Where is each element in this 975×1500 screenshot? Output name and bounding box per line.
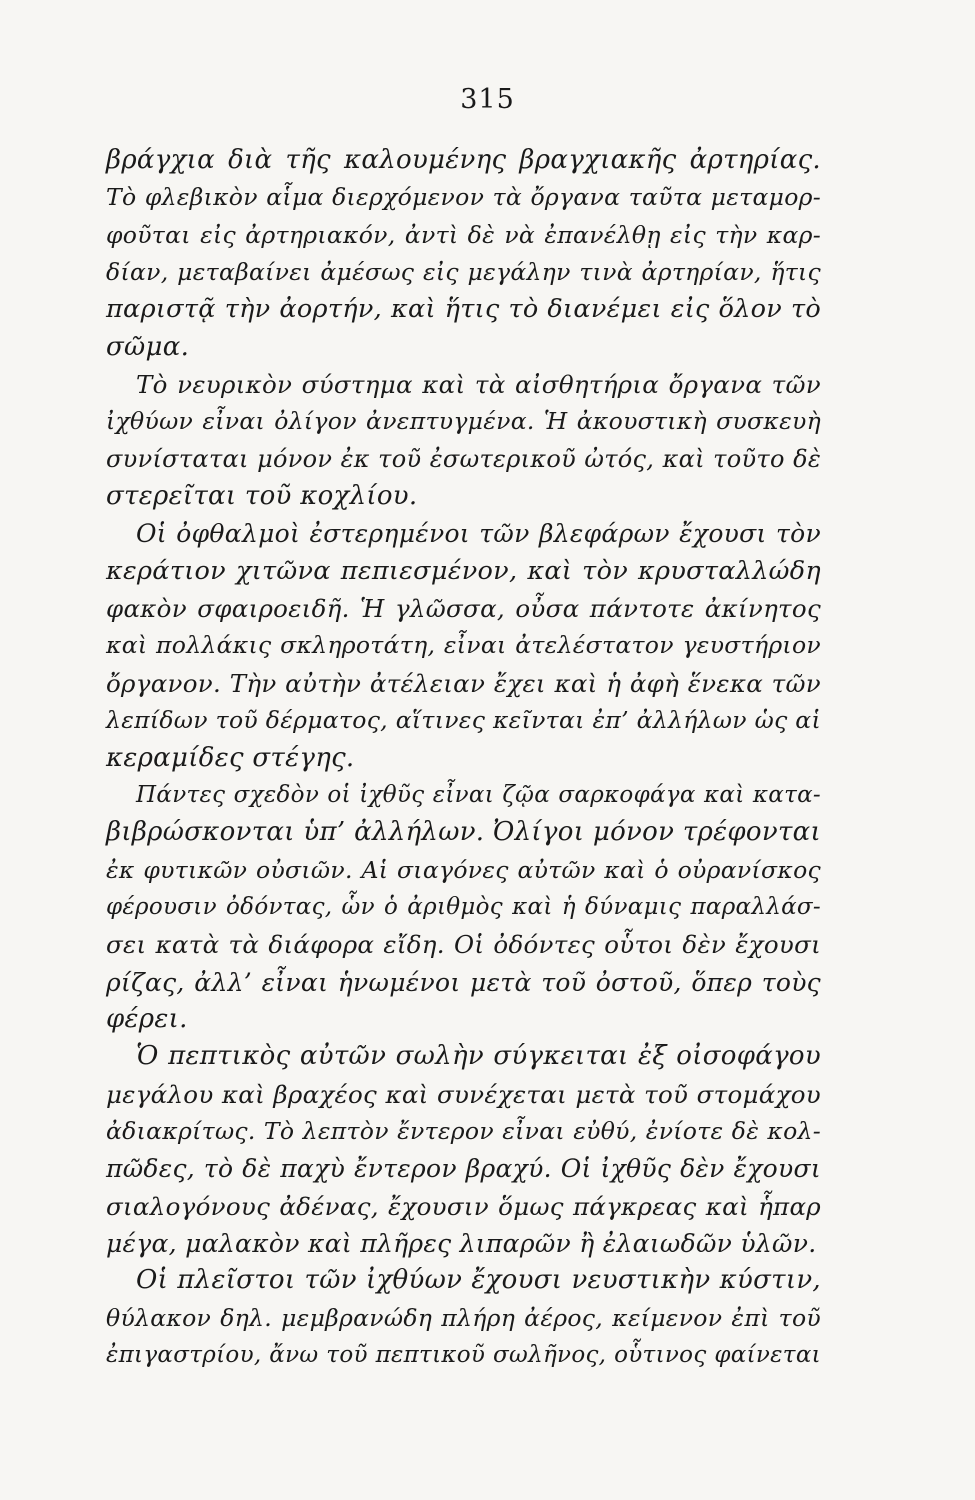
text-line: Οἱ πλεῖστοι τῶν ἰχθύων ἔχουσι νευστικὴν κύστιν,: [136, 1265, 821, 1296]
text-line: παριστᾷ τὴν ἀορτήν, καὶ ἥτις τὸ διανέμει εἰς ὅλον τὸ: [106, 294, 821, 325]
text-line: ρίζας, ἀλλ’ εἶναι ἡνωμένοι μετὰ τοῦ ὀστοῦ, ὅπερ τοὺς: [106, 967, 821, 997]
text-line: βράγχια διὰ τῆς καλουμένης βραγχιακῆς ἀρτηρίας.: [106, 145, 821, 175]
text-line: πῶδες, τὸ δὲ παχὺ ἔντερον βραχύ. Οἱ ἰχθῦς δὲν ἔχουσι: [106, 1154, 821, 1184]
body-text: [106, 142, 821, 1374]
page-number: 315: [460, 84, 515, 115]
text-line: κεραμίδες στέγης.: [106, 742, 355, 773]
text-line: σῶμα.: [106, 331, 190, 362]
text-line: Οἱ ὀφθαλμοὶ ἐστερημένοι τῶν βλεφάρων ἔχουσι τὸν: [136, 519, 821, 549]
text-line: ἰχθύων εἶναι ὀλίγον ἀνεπτυγμένα. Ἡ ἀκουστικὴ συσκευὴ: [106, 407, 821, 436]
text-line: ἀδιακρίτως. Τὸ λεπτὸν ἔντερον εἶναι εὐθύ, ἐνίοτε δὲ κολ-: [106, 1116, 821, 1145]
text-line: μέγα, μαλακὸν καὶ πλῆρες λιπαρῶν ἢ ἐλαιωδῶν ὑλῶν.: [106, 1228, 817, 1258]
text-line: φακὸν σφαιροειδῆ. Ἡ γλῶσσα, οὖσα πάντοτε ἀκίνητος: [106, 594, 821, 624]
text-line: ἐπιγαστρίου, ἄνω τοῦ πεπτικοῦ σωλῆνος, οὗτινος φαίνεται: [106, 1342, 821, 1368]
text-line: στερεῖται τοῦ κοχλίου.: [106, 481, 418, 512]
text-line: Τὸ φλεβικὸν αἷμα διερχόμενον τὰ ὄργανα ταῦτα μεταμορ-: [106, 183, 821, 212]
text-line: καὶ πολλάκις σκληροτάτη, εἶναι ἀτελέστατον γευστήριον: [106, 631, 821, 660]
text-line: κεράτιον χιτῶνα πεπιεσμένον, καὶ τὸν κρυσταλλώδη: [106, 555, 821, 586]
text-line: μεγάλου καὶ βραχέος καὶ συνέχεται μετὰ τοῦ στομάχου: [106, 1079, 821, 1109]
text-line: βιβρώσκονται ὑπ’ ἀλλήλων. Ὀλίγοι μόνον τρέφονται: [106, 817, 821, 848]
text-line: θύλακον δηλ. μεμβρανώδη πλήρη ἀέρος, κείμενον ἐπὶ τοῦ: [106, 1303, 821, 1332]
text-line: ὄργανον. Τὴν αὐτὴν ἀτέλειαν ἔχει καὶ ἡ ἀφὴ ἕνεκα τῶν: [106, 668, 821, 698]
text-line: λεπίδων τοῦ δέρματος, αἵτινες κεῖνται ἐπ’ ἀλλήλων ὡς αἱ: [106, 706, 821, 735]
text-line: φέρουσιν ὀδόντας, ὧν ὁ ἀριθμὸς καὶ ἡ δύναμις παραλλάσ-: [106, 893, 821, 920]
text-line: ἐκ φυτικῶν οὐσιῶν. Αἱ σιαγόνες αὐτῶν καὶ ὁ οὐρανίσκος: [106, 855, 821, 884]
text-line: Πάντες σχεδὸν οἱ ἰχθῦς εἶναι ζῷα σαρκοφάγα καὶ κατα-: [136, 781, 821, 808]
text-line: Ὁ πεπτικὸς αὐτῶν σωλὴν σύγκειται ἐξ οἰσοφάγου: [136, 1041, 821, 1072]
text-line: συνίσταται μόνον ἐκ τοῦ ἐσωτερικοῦ ὠτός, καὶ τοῦτο δὲ: [106, 444, 821, 473]
text-line: δίαν, μεταβαίνει ἀμέσως εἰς μεγάλην τινὰ ἀρτηρίαν, ἥτις: [106, 258, 821, 287]
text-line: φέρει.: [106, 1003, 188, 1034]
text-line: φοῦται εἰς ἀρτηριακόν, ἀντὶ δὲ νὰ ἐπανέλθῃ εἰς τὴν καρ-: [106, 220, 821, 249]
text-line: Τὸ νευρικὸν σύστημα καὶ τὰ αἰσθητήρια ὄργανα τῶν: [136, 370, 821, 400]
text-line: σει κατὰ τὰ διάφορα εἴδη. Οἱ ὀδόντες οὗτοι δὲν ἔχουσι: [106, 930, 821, 960]
text-line: σιαλογόνους ἀδένας, ἔχουσιν ὅμως πάγκρεας καὶ ἧπαρ: [106, 1191, 821, 1221]
